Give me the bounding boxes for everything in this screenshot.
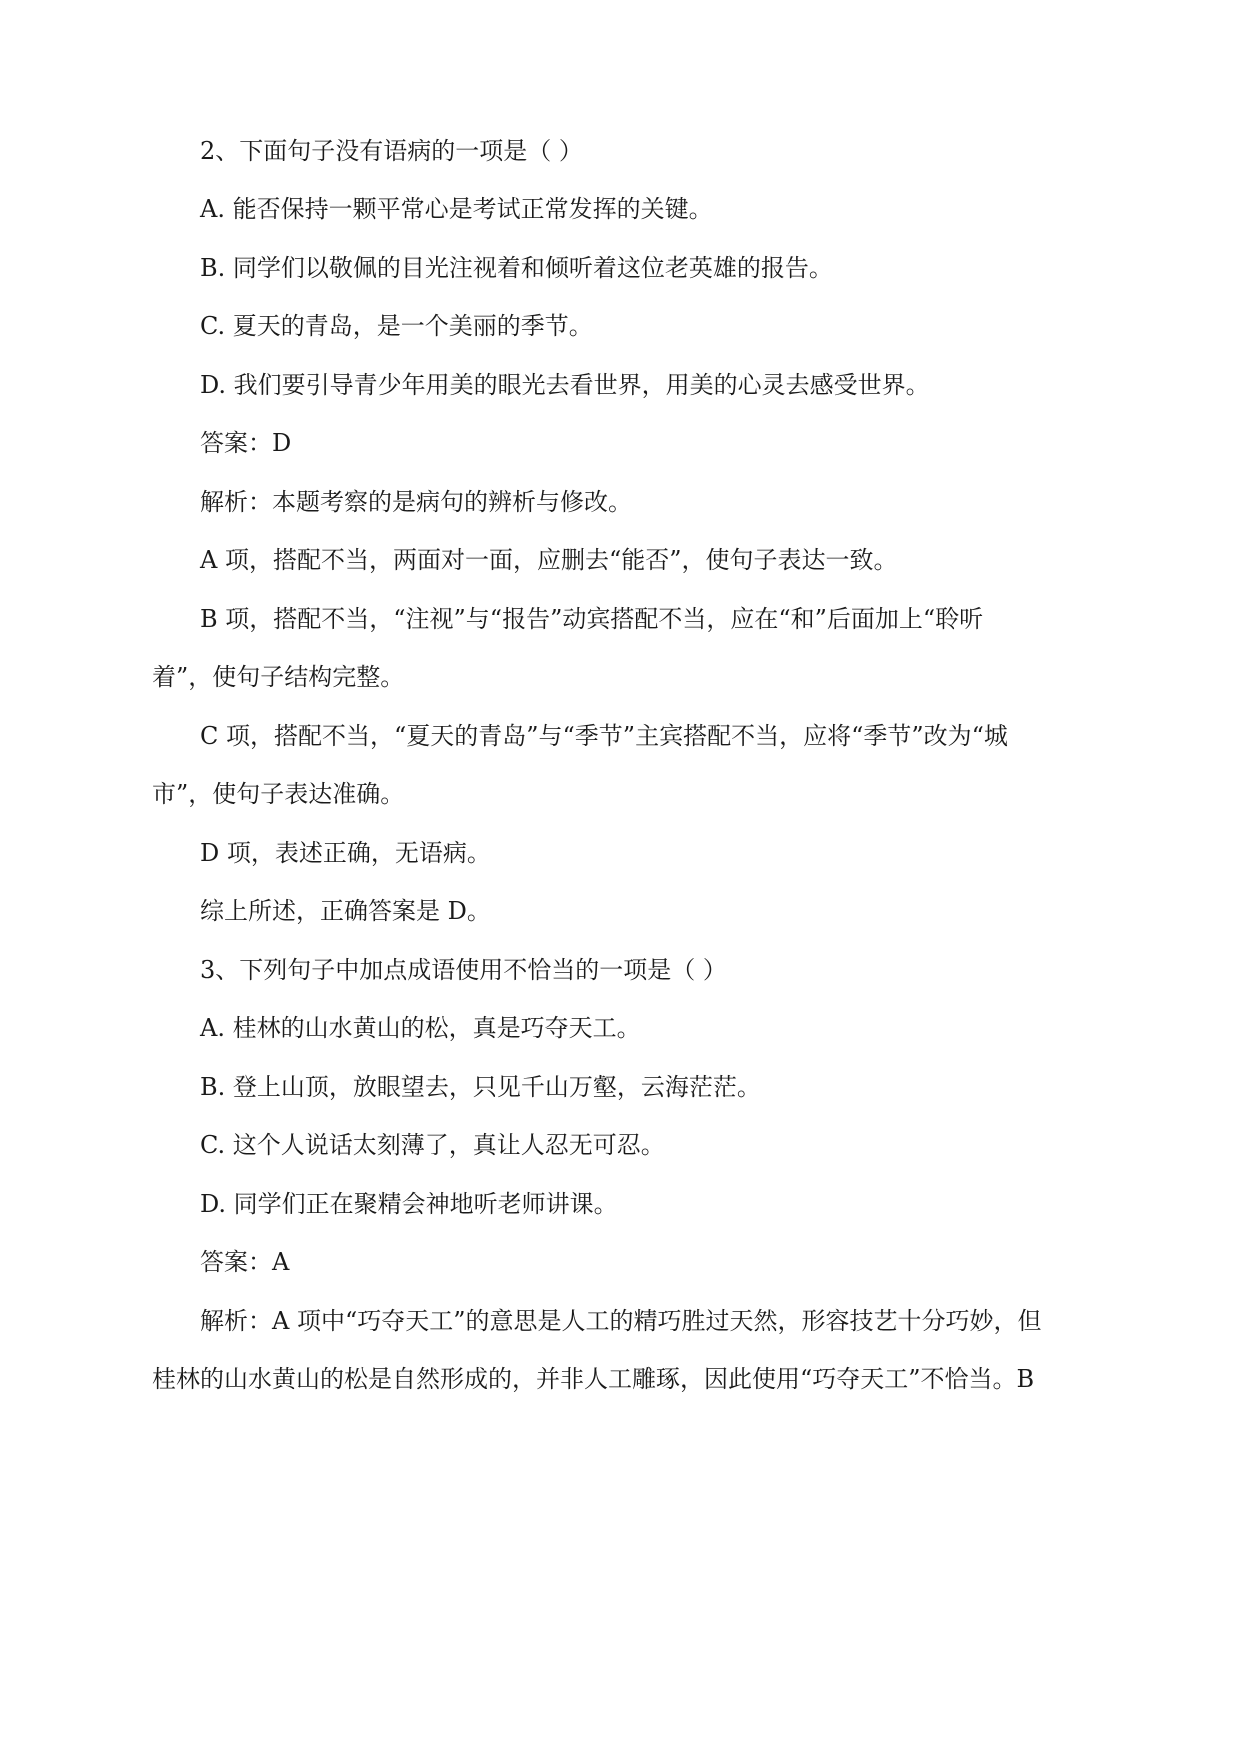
q2-analysis-c-line1: C 项，搭配不当，“夏天的青岛”与“季节”主宾搭配不当，应将“季节”改为“城: [200, 722, 1008, 750]
q3-analysis-line1: 解析：A 项中“巧夺天工”的意思是人工的精巧胜过天然，形容技艺十分巧妙，但: [200, 1307, 1042, 1335]
q2-answer: 答案：D: [200, 429, 292, 457]
q2-analysis-intro: 解析：本题考察的是病句的辨析与修改。: [200, 488, 632, 516]
q2-option-b: B. 同学们以敬佩的目光注视着和倾听着这位老英雄的报告。: [200, 254, 833, 282]
q3-option-a: A. 桂林的山水黄山的松，真是巧夺天工。: [200, 1014, 641, 1042]
q3-option-c: C. 这个人说话太刻薄了，真让人忍无可忍。: [200, 1131, 665, 1159]
q2-option-a: A. 能否保持一颗平常心是考试正常发挥的关键。: [200, 195, 713, 223]
q2-option-c: C. 夏天的青岛，是一个美丽的季节。: [200, 312, 593, 340]
q2-analysis-a: A 项，搭配不当，两面对一面，应删去“能否”，使句子表达一致。: [200, 546, 898, 574]
q2-option-d: D. 我们要引导青少年用美的眼光去看世界，用美的心灵去感受世界。: [200, 371, 930, 399]
q3-question: 3、下列句子中加点成语使用不恰当的一项是（ ）: [200, 956, 727, 984]
q3-option-d: D. 同学们正在聚精会神地听老师讲课。: [200, 1190, 618, 1218]
q2-analysis-d: D 项，表述正确，无语病。: [200, 839, 491, 867]
q2-analysis-c-line2: 市”，使句子表达准确。: [152, 780, 405, 808]
q2-summary: 综上所述，正确答案是 D。: [200, 897, 491, 925]
q3-analysis-line2: 桂林的山水黄山的松是自然形成的，并非人工雕琢，因此使用“巧夺天工”不恰当。B: [152, 1365, 1035, 1393]
q3-option-b: B. 登上山顶，放眼望去，只见千山万壑，云海茫茫。: [200, 1073, 761, 1101]
q2-analysis-b-line2: 着”，使句子结构完整。: [152, 663, 405, 691]
q2-analysis-b-line1: B 项，搭配不当，“注视”与“报告”动宾搭配不当，应在“和”后面加上“聆听: [200, 605, 984, 633]
q3-answer: 答案：A: [200, 1248, 290, 1276]
q2-question: 2、下面句子没有语病的一项是（ ）: [200, 137, 583, 165]
